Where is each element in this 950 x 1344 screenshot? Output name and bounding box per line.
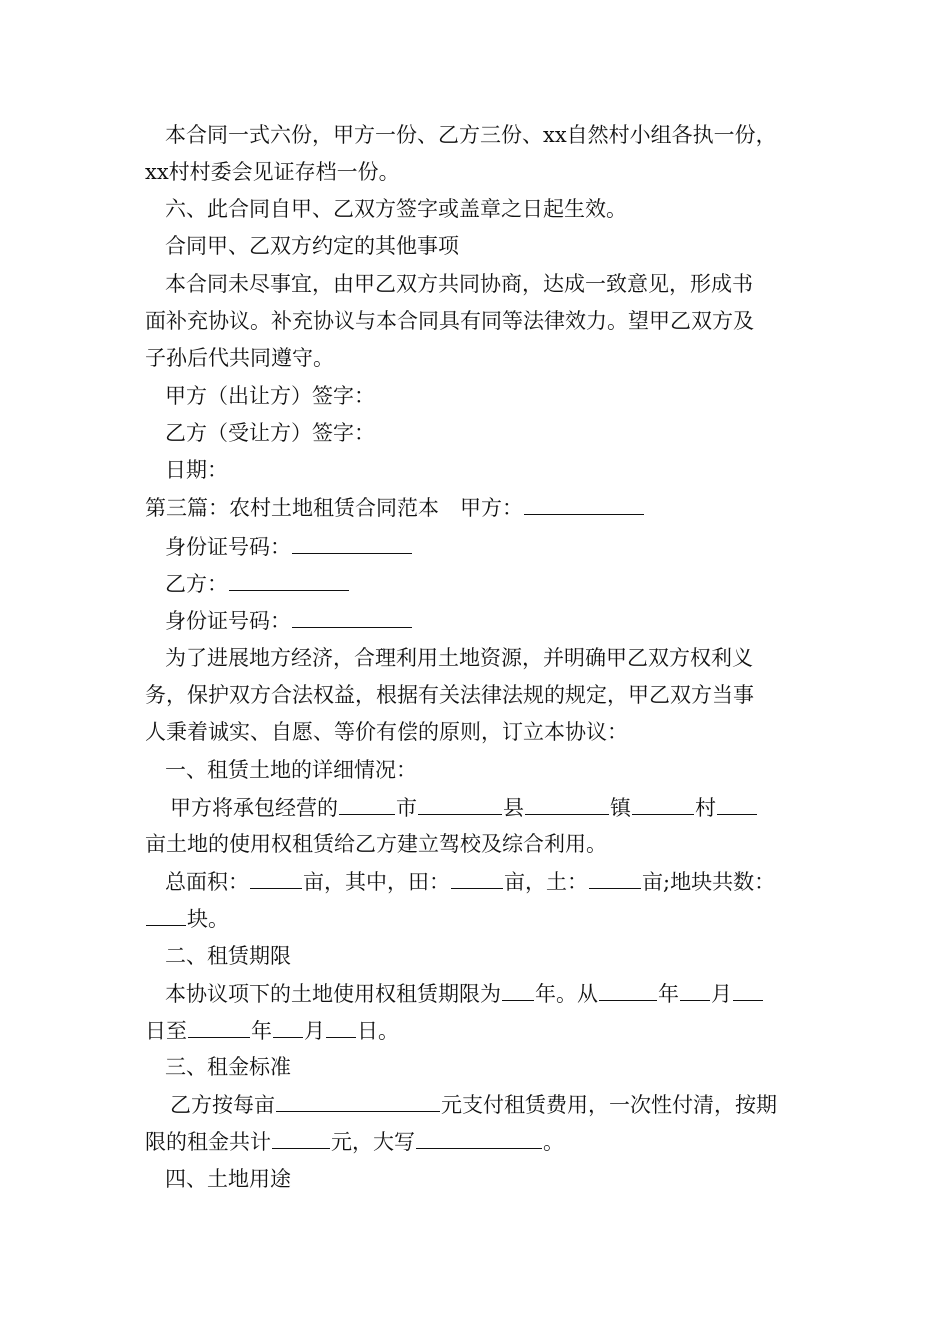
- paragraph-supplement-line3: 子孙后代共同遵守。: [145, 346, 334, 370]
- section-one-heading: 一、租赁土地的详细情况：: [165, 758, 417, 782]
- blank-rent-total: [272, 1126, 330, 1149]
- text-fragment: 县: [503, 796, 524, 820]
- blank-village: [632, 792, 694, 815]
- blank-id-a: [292, 531, 412, 554]
- land-use-line: 亩土地的使用权租赁给乙方建立驾校及综合利用。: [145, 832, 607, 856]
- article-three-title-line: [145, 492, 645, 522]
- id-number-line-a: [165, 531, 413, 561]
- text-fragment: 元，大写: [331, 1130, 415, 1154]
- text-fragment: 块。: [187, 907, 229, 931]
- blank-plot-count: [146, 903, 186, 926]
- text-fragment: 年。从: [535, 982, 598, 1006]
- id-number-line-b: [165, 605, 413, 635]
- text-fragment: 月: [711, 982, 732, 1006]
- blank-end-year: [188, 1015, 250, 1038]
- section-four-heading: 四、土地用途: [165, 1167, 291, 1191]
- blank-field-area: [451, 866, 503, 889]
- text-fragment: 亩，土：: [504, 870, 588, 894]
- term-line1: [165, 978, 764, 1008]
- intro-line1: 为了进展地方经济，合理利用土地资源，并明确甲乙双方权利义: [165, 646, 753, 670]
- blank-start-month: [680, 978, 710, 1001]
- rent-line1: [170, 1089, 777, 1119]
- paragraph-copies-line1: 本合同一式六份，甲方一份、乙方三份、xx自然村小组各执一份，: [165, 123, 777, 147]
- blank-years: [502, 978, 534, 1001]
- section-two-heading: 二、租赁期限: [165, 944, 291, 968]
- text-fragment: 总面积：: [165, 870, 249, 894]
- blank-total-area: [250, 866, 302, 889]
- text-fragment: 亩，其中，田：: [303, 870, 450, 894]
- text-fragment: 市: [396, 796, 417, 820]
- intro-line3: 人秉着诚实、自愿、等价有偿的原则，订立本协议：: [145, 720, 628, 744]
- blank-city: [339, 792, 395, 815]
- text-fragment: 。: [543, 1130, 564, 1154]
- blank-start-day: [733, 978, 763, 1001]
- intro-line2: 务，保护双方合法权益，根据有关法律法规的规定，甲乙双方当事: [145, 683, 754, 707]
- party-b-line: [165, 568, 350, 598]
- text-fragment: 年: [251, 1019, 272, 1043]
- blank-town: [525, 792, 609, 815]
- text-fragment: 镇: [610, 796, 631, 820]
- date-label: 日期：: [165, 458, 228, 482]
- blank-start-year: [599, 978, 657, 1001]
- article-three-title: 第三篇：农村土地租赁合同范本 甲方：: [145, 496, 523, 520]
- blank-soil-area: [589, 866, 641, 889]
- section-three-heading: 三、租金标准: [165, 1055, 291, 1079]
- blank-party-a: [524, 492, 644, 515]
- text-fragment: 甲方将承包经营的: [170, 796, 338, 820]
- heading-other-matters: 合同甲、乙双方约定的其他事项: [165, 234, 459, 258]
- text-fragment: 亩;地块共数：: [642, 870, 776, 894]
- paragraph-supplement-line1: 本合同未尽事宜，由甲乙双方共同协商，达成一致意见，形成书: [165, 272, 753, 296]
- party-b-label: 乙方：: [165, 572, 228, 596]
- blank-end-month: [273, 1015, 303, 1038]
- text-fragment: 日。: [357, 1019, 399, 1043]
- clause-effective: 六、此合同自甲、乙双方签字或盖章之日起生效。: [165, 197, 627, 221]
- text-fragment: 日至: [145, 1019, 187, 1043]
- blank-county: [418, 792, 502, 815]
- text-fragment: 年: [658, 982, 679, 1006]
- blank-mu: [717, 792, 757, 815]
- blank-id-b: [292, 605, 412, 628]
- plot-count-line: [145, 903, 229, 933]
- text-fragment: 村: [695, 796, 716, 820]
- blank-party-b: [229, 568, 349, 591]
- text-fragment: 元支付租赁费用，一次性付清，按期: [441, 1093, 777, 1117]
- text-fragment: 限的租金共计: [145, 1130, 271, 1154]
- land-location-line: [170, 792, 758, 822]
- text-fragment: 月: [304, 1019, 325, 1043]
- rent-line2: [145, 1126, 564, 1156]
- text-fragment: 本协议项下的土地使用权租赁期限为: [165, 982, 501, 1006]
- term-line2: [145, 1015, 399, 1045]
- blank-rent-per-mu: [276, 1089, 440, 1112]
- area-line: [165, 866, 775, 896]
- blank-rent-words: [416, 1126, 542, 1149]
- id-number-label: 身份证号码：: [165, 609, 291, 633]
- id-number-label: 身份证号码：: [165, 535, 291, 559]
- paragraph-copies-line2: xx村村委会见证存档一份。: [145, 160, 400, 184]
- paragraph-supplement-line2: 面补充协议。补充协议与本合同具有同等法律效力。望甲乙双方及: [145, 309, 754, 333]
- signature-party-a: 甲方（出让方）签字：: [165, 384, 375, 408]
- blank-end-day: [326, 1015, 356, 1038]
- signature-party-b: 乙方（受让方）签字：: [165, 421, 375, 445]
- text-fragment: 乙方按每亩: [170, 1093, 275, 1117]
